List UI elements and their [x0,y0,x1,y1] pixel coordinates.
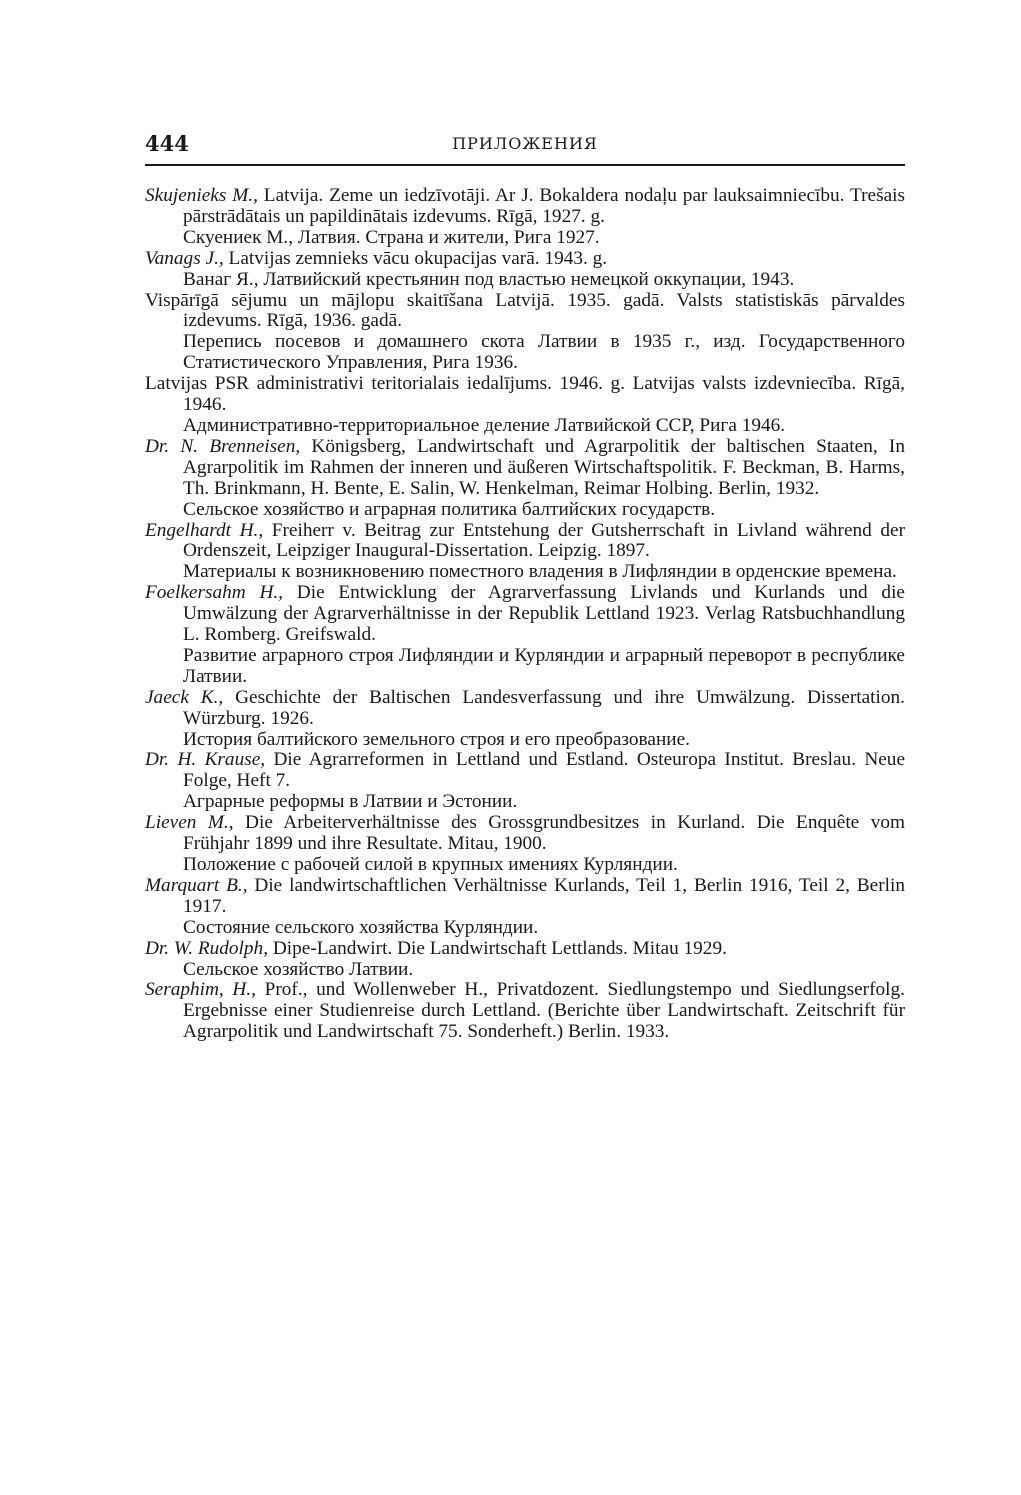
entry-russian-translation: Положение с рабочей силой в крупных имениях Курляндии. [183,854,678,875]
running-title: ПРИЛОЖЕНИЯ [452,134,598,153]
page-number: 444 [145,131,189,156]
bibliography-entry [145,291,905,375]
entry-russian-translation: Сельское хозяйство Латвии. [183,958,414,980]
bibliography-entry [145,583,905,688]
entry-citation [145,521,905,563]
bibliography-entry [145,521,905,584]
entry-citation [145,939,905,960]
bibliography-entry [145,750,905,813]
entry-text: Freiherr v. Beitrag zur Entstehung der Gutsherrschaft in Livland während der Ordenszeit, Leipziger Inaugural-Dissertation. Leipzig. 1897. [183,519,905,562]
entry-author: Dr. W. Rudolph, [145,937,269,959]
entry-text: Geschichte der Baltischen Landesverfassung und ihre Umwälzung. Dissertation. Würzburg. 1926. [183,686,905,729]
entry-citation [145,437,905,500]
entry-author: Dr. N. Brenneisen, [145,435,301,457]
entry-text: Die Entwicklung der Agrarverfassung Livlands und Kurlands und die Umwälzung der Agrarverhältnisse in der Republik Lettland 1923. Verlag Ratsbuchhandlung L. Romberg. Greifswald. [183,582,905,646]
bibliography-entry [145,939,905,981]
bibliography-entry [145,688,905,751]
entry-russian-translation: Материалы к возникновению поместного владения в Лифляндии в орденские времена. [183,561,897,583]
entry-russian-translation: Перепись посевов и домашнего скота Латвии в 1935 г., изд. Государственного Статистического Управления, Рига 1936. [183,331,905,374]
entry-citation [145,813,905,855]
entry-text: Latvijas PSR administrativi teritorialais iedalījums. 1946. g. Latvijas valsts izdevniecība. Rīgā, 1946. [145,373,905,416]
entry-citation [145,291,905,333]
entry-citation [145,249,905,270]
entry-russian-translation: Административно-территориальное деление Латвийской ССР, Рига 1946. [183,414,786,436]
bibliography-entry [145,437,905,521]
entry-russian-translation: История балтийского земельного строя и его преобразование. [183,728,690,750]
entry-citation [145,750,905,792]
entry-citation [145,374,905,416]
entry-text: Prof., und Wollenweber H., Privatdozent. Siedlungstempo und Siedlungserfolg. Ergebnisse einer Studienreise durch Lettland. (Berichte über Landwirtschaft. Zeitschrift für Agrarpolitik und Landwirtschaft 75. Sonderheft.) Berlin. 1933. [183,979,905,1043]
entry-author: Skujenieks M., [145,185,258,206]
entry-author: Jaeck K., [145,686,224,708]
entry-text: Latvijas zemnieks vācu okupacijas varā. 1943. g. [223,247,608,269]
entry-text: Die Agrarreformen in Lettland und Estland. Osteuropa Institut. Breslau. Neue Folge, Heft 7. [183,749,906,792]
entry-russian-translation: Сельское хозяйство и аграрная политика балтийских государств. [183,498,716,520]
entry-author: Marquart B., [145,874,248,896]
entry-russian-translation: Скуениек М., Латвия. Страна и жители, Рига 1927. [183,226,600,248]
entry-text: Die landwirtschaftlichen Verhältnisse Kurlands, Teil 1, Berlin 1916, Teil 2, Berlin 1917. [183,874,905,917]
bibliography-entry [145,186,905,249]
entry-author: Foelkersahm H., [145,582,284,604]
entry-citation [145,186,905,228]
entry-author: Seraphim, H., [145,979,256,1001]
entry-russian-translation: Состояние сельского хозяйства Курляндии. [183,916,539,938]
bibliography-entry [145,876,905,939]
entry-citation [145,876,905,918]
entry-russian-translation: Развитие аграрного строя Лифляндии и Курляндии и аграрный переворот в республике Латвии. [183,644,905,687]
bibliography-entry [145,374,905,437]
bibliography-list [145,186,905,1043]
entry-text: Dipe-Landwirt. Die Landwirtschaft Lettlands. Mitau 1929. [268,937,727,959]
entry-text: Latvija. Zeme un iedzīvotāji. Ar J. Bokaldera nodaļu par lauksaimniecību. Trešais pārstrādātais un papildinātais izdevums. Rīgā, 1927. g. [183,185,905,227]
bibliography-entry [145,980,905,1043]
entry-author: Engelhardt H., [145,519,264,541]
entry-citation [145,980,905,1043]
entry-author: Vanags J., [145,247,224,269]
entry-russian-translation: Ванаг Я., Латвийский крестьянин под властью немецкой оккупации, 1943. [183,268,795,290]
entry-author: Dr. H. Krause, [145,749,266,771]
entry-text: Vispārīgā sējumu un mājlopu skaitīšana Latvijā. 1935. gadā. Valsts statistiskās pārvaldes izdevums. Rīgā, 1936. gadā. [145,289,905,332]
entry-author: Lieven M., [145,812,234,834]
bibliography-entry [145,249,905,291]
entry-citation [145,583,905,646]
entry-text: Königsberg, Landwirtschaft und Agrarpolitik der baltischen Staaten, In Agrarpolitik im Rahmen der inneren und äußeren Wirtschaftspolitik. F. Beckman, B. Harms, Th. Brinkmann, H. Bente, E. Salin, W. Henkelman, Reimar Holbing. Berlin, 1932. [183,435,905,499]
entry-text: Die Arbeiterverhältnisse des Grossgrundbesitzes in Kurland. Die Enquête vom Frühjahr 1899 und ihre Resultate. Mitau, 1900. [183,812,905,855]
bibliography-entry [145,813,905,876]
entry-russian-translation: Аграрные реформы в Латвии и Эстонии. [183,791,518,813]
entry-citation [145,688,905,730]
page-header [145,128,905,166]
